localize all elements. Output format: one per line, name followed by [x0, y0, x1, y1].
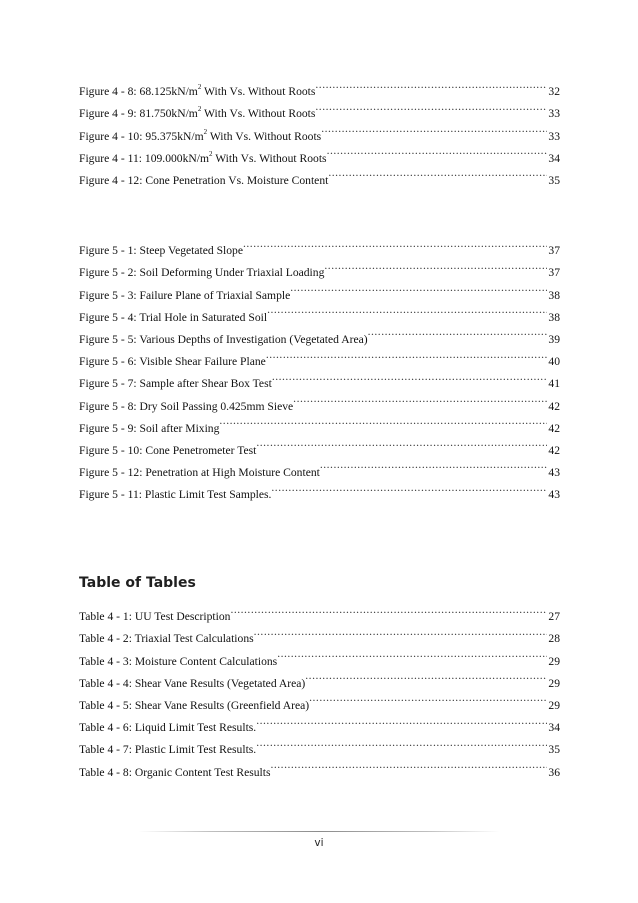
entry-page-number: 29: [548, 676, 560, 690]
dot-leader: [266, 343, 548, 365]
entry-page-number: 34: [548, 721, 560, 735]
entry-title: Figure 4 - 11: 109.000kN/m: [79, 151, 209, 165]
entry-title: Table 4 - 2: Triaxial Test Calculations: [79, 632, 254, 646]
entry-page-number: 37: [548, 266, 560, 280]
footer-divider: [138, 831, 500, 832]
figure-list-chapter-4: [79, 73, 560, 187]
dot-leader: [271, 476, 547, 498]
entry-title: Table 4 - 1: UU Test Description: [79, 610, 231, 624]
entry-title: Table 4 - 8: Organic Content Test Results: [79, 765, 271, 779]
entry-title: Figure 5 - 7: Sample after Shear Box Test: [79, 377, 272, 391]
entry-title: Figure 5 - 10: Cone Penetrometer Test: [79, 443, 257, 457]
entry-page-number: 38: [548, 310, 560, 324]
dot-leader: [309, 687, 547, 709]
entry-page-number: 35: [548, 743, 560, 757]
entry-title-suffix: With Vs. Without Roots: [207, 129, 322, 143]
superscript: 2: [203, 127, 208, 136]
entry-title: Figure 5 - 4: Trial Hole in Saturated Soil: [79, 310, 268, 324]
figure-list-chapter-5: [79, 232, 560, 502]
entry-title: Figure 5 - 9: Soil after Mixing: [79, 421, 220, 435]
page-number: vi: [314, 837, 324, 849]
entry-page-number: 38: [548, 288, 560, 302]
dot-leader: [267, 299, 547, 321]
dot-leader: [327, 140, 548, 162]
dot-leader: [324, 254, 547, 276]
entry-title: Figure 4 - 8: 68.125kN/m: [79, 85, 198, 99]
superscript: 2: [197, 105, 202, 114]
entry-title: Figure 5 - 8: Dry Soil Passing 0.425mm Sieve: [79, 399, 294, 413]
dot-leader: [328, 162, 547, 184]
entry-title: Figure 5 - 3: Failure Plane of Triaxial Sample: [79, 288, 291, 302]
entry-title: Figure 5 - 6: Visible Shear Failure Plane: [79, 355, 266, 369]
entry-page-number: 40: [548, 355, 560, 369]
entry-page-number: 32: [548, 85, 560, 99]
entry-page-number: 28: [548, 632, 560, 646]
dot-leader: [256, 731, 547, 753]
toc-entry[interactable]: [79, 232, 560, 258]
table-of-tables-heading: Table of Tables: [79, 575, 196, 591]
dot-leader: [368, 321, 548, 343]
dot-leader: [272, 365, 548, 387]
entry-title: Figure 5 - 11: Plastic Limit Test Samples.: [79, 488, 272, 502]
entry-page-number: 42: [548, 421, 560, 435]
dot-leader: [243, 232, 547, 254]
entry-title: Figure 5 - 5: Various Depths of Investigation (Vegetated Area): [79, 332, 368, 346]
entry-page-number: 37: [548, 244, 560, 258]
entry-page-number: 43: [548, 488, 560, 502]
entry-title: Figure 4 - 9: 81.750kN/m: [79, 107, 198, 121]
dot-leader: [320, 454, 548, 476]
dot-leader: [256, 709, 547, 731]
entry-page-number: 34: [548, 151, 560, 165]
entry-page-number: 35: [548, 173, 560, 187]
entry-title: Figure 5 - 1: Steep Vegetated Slope: [79, 244, 243, 258]
entry-page-number: 42: [548, 443, 560, 457]
entry-title: Figure 5 - 12: Penetration at High Moisture Content: [79, 466, 320, 480]
entry-title: Table 4 - 4: Shear Vane Results (Vegetated Area): [79, 676, 306, 690]
dot-leader: [277, 642, 547, 664]
entry-page-number: 33: [548, 129, 560, 143]
superscript: 2: [197, 83, 202, 92]
dot-leader: [230, 598, 547, 620]
toc-entry[interactable]: [79, 598, 560, 624]
dot-leader: [254, 620, 548, 642]
entry-page-number: 39: [548, 332, 560, 346]
entry-title: Table 4 - 7: Plastic Limit Test Results.: [79, 743, 257, 757]
entry-page-number: 43: [548, 466, 560, 480]
dot-leader: [270, 753, 547, 775]
dot-leader: [290, 276, 547, 298]
dot-leader: [321, 117, 547, 139]
entry-page-number: 42: [548, 399, 560, 413]
dot-leader: [219, 410, 547, 432]
toc-entry[interactable]: [79, 73, 560, 99]
entry-title: Table 4 - 5: Shear Vane Results (Greenfield Area): [79, 698, 310, 712]
entry-title-suffix: With Vs. Without Roots: [201, 107, 316, 121]
entry-page-number: 29: [548, 698, 560, 712]
entry-title-suffix: With Vs. Without Roots: [212, 151, 327, 165]
entry-page-number: 33: [548, 107, 560, 121]
entry-title: Table 4 - 6: Liquid Limit Test Results.: [79, 721, 257, 735]
entry-page-number: 36: [548, 765, 560, 779]
entry-title: Figure 4 - 12: Cone Penetration Vs. Moisture Content: [79, 173, 329, 187]
dot-leader: [256, 432, 547, 454]
entry-page-number: 29: [548, 654, 560, 668]
dot-leader: [315, 73, 547, 95]
entry-title: Figure 5 - 2: Soil Deforming Under Triaxial Loading: [79, 266, 325, 280]
dot-leader: [315, 95, 547, 117]
table-list: [79, 598, 560, 779]
entry-page-number: 27: [548, 610, 560, 624]
superscript: 2: [209, 149, 213, 158]
dot-leader: [305, 665, 547, 687]
dot-leader: [293, 387, 547, 409]
entry-page-number: 41: [548, 377, 560, 391]
entry-title-suffix: With Vs. Without Roots: [201, 85, 316, 99]
entry-title: Table 4 - 3: Moisture Content Calculations: [79, 654, 278, 668]
entry-title: Figure 4 - 10: 95.375kN/m: [79, 129, 204, 143]
